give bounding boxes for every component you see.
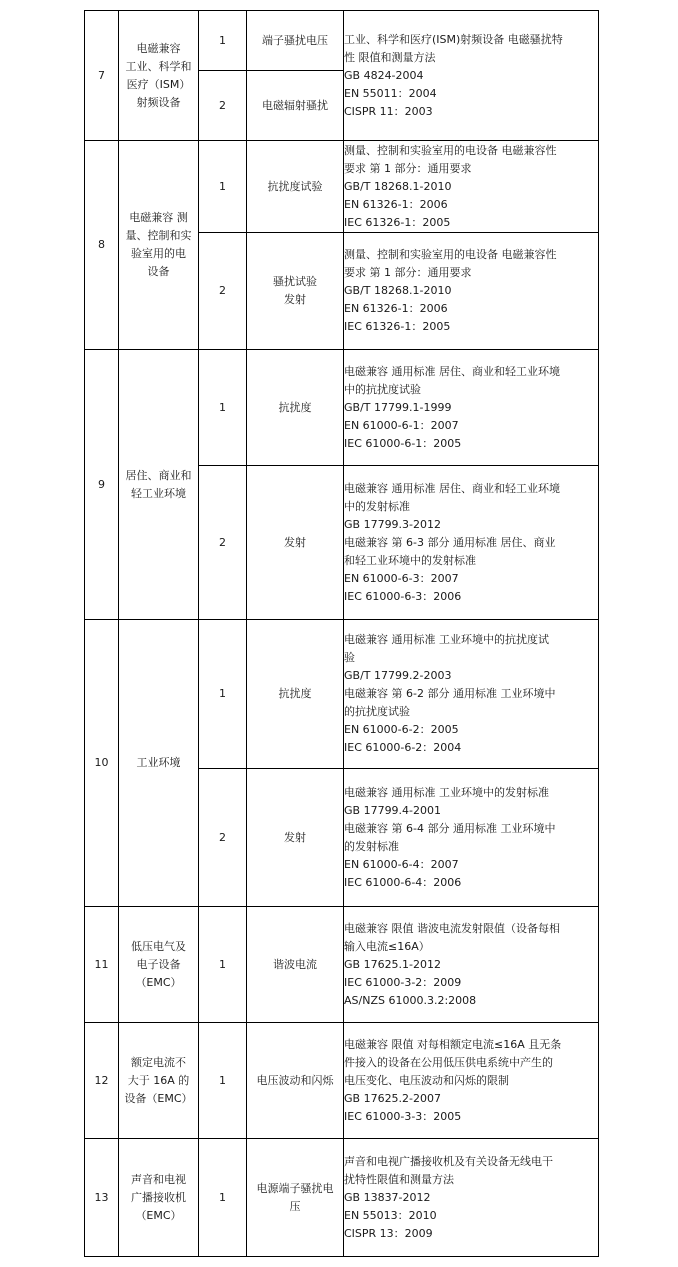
test-item: 抗扰度试验 xyxy=(247,141,344,233)
standard-text: 声音和电视广播接收机及有关设备无线电干 扰特性限值和测量方法 GB 13837-2012 EN 55013：2010 CISPR 13：2009 xyxy=(344,1139,599,1257)
product-category: 电磁兼容 测 量、控制和实 验室用的电 设备 xyxy=(119,141,199,350)
standard-text: 电磁兼容 限值 对每相额定电流≤16A 且无条 件接入的设备在公用低压供电系统中产生的 电压变化、电压波动和闪烁的限制 GB 17625.2-2007 IEC 61000-3-3：2005 xyxy=(344,1023,599,1139)
test-item: 抗扰度 xyxy=(247,350,344,466)
standard-text: 电磁兼容 限值 谐波电流发射限值（设备每相 输入电流≤16A） GB 17625.1-2012 IEC 61000-3-2：2009 AS/NZS 61000.3.2:2008 xyxy=(344,907,599,1023)
product-category: 居住、商业和 轻工业环境 xyxy=(119,350,199,620)
test-item: 抗扰度 xyxy=(247,620,344,769)
product-category: 工业环境 xyxy=(119,620,199,907)
standard-text: 测量、控制和实验室用的电设备 电磁兼容性 要求 第 1 部分：通用要求 GB/T 18268.1-2010 EN 61326-1：2006 IEC 61326-1：2005 xyxy=(344,141,599,233)
product-category: 电磁兼容 工业、科学和 医疗（ISM） 射频设备 xyxy=(119,11,199,141)
item-index: 2 xyxy=(199,71,247,141)
item-index: 1 xyxy=(199,1023,247,1139)
table-row xyxy=(85,350,599,466)
standard-text: 电磁兼容 通用标准 居住、商业和轻工业环境 中的发射标准 GB 17799.3-2012 电磁兼容 第 6-3 部分 通用标准 居住、商业 和轻工业环境中的发射标准 EN 61000-6-3：2007 IEC 61000-6-3：2006 xyxy=(344,466,599,620)
item-index: 2 xyxy=(199,466,247,620)
product-category: 低压电气及 电子设备 （EMC） xyxy=(119,907,199,1023)
item-index: 1 xyxy=(199,11,247,71)
standard-text: 测量、控制和实验室用的电设备 电磁兼容性 要求 第 1 部分：通用要求 GB/T 18268.1-2010 EN 61326-1：2006 IEC 61326-1：2005 xyxy=(344,233,599,350)
row-number: 7 xyxy=(85,11,119,141)
item-index: 1 xyxy=(199,350,247,466)
table-row xyxy=(85,907,599,1023)
standard-text: 电磁兼容 通用标准 工业环境中的抗扰度试 验 GB/T 17799.2-2003 电磁兼容 第 6-2 部分 通用标准 工业环境中 的抗扰度试验 EN 61000-6-2：2005 IEC 61000-6-2：2004 xyxy=(344,620,599,769)
table-row xyxy=(85,620,599,769)
item-index: 1 xyxy=(199,141,247,233)
table-row xyxy=(85,1023,599,1139)
table-row xyxy=(85,11,599,71)
standards-table xyxy=(84,10,599,1257)
test-item: 发射 xyxy=(247,466,344,620)
test-item: 电压波动和闪烁 xyxy=(247,1023,344,1139)
test-item: 骚扰试验 发射 xyxy=(247,233,344,350)
row-number: 13 xyxy=(85,1139,119,1257)
item-index: 1 xyxy=(199,907,247,1023)
row-number: 10 xyxy=(85,620,119,907)
item-index: 1 xyxy=(199,620,247,769)
test-item: 电源端子骚扰电 压 xyxy=(247,1139,344,1257)
item-index: 2 xyxy=(199,769,247,907)
row-number: 8 xyxy=(85,141,119,350)
standard-text: 工业、科学和医疗(ISM)射频设备 电磁骚扰特 性 限值和测量方法 GB 4824-2004 EN 55011：2004 CISPR 11：2003 xyxy=(344,11,599,141)
row-number: 11 xyxy=(85,907,119,1023)
test-item: 端子骚扰电压 xyxy=(247,11,344,71)
test-item: 谐波电流 xyxy=(247,907,344,1023)
test-item: 发射 xyxy=(247,769,344,907)
table-row xyxy=(85,1139,599,1257)
item-index: 1 xyxy=(199,1139,247,1257)
test-item: 电磁辐射骚扰 xyxy=(247,71,344,141)
table-row xyxy=(85,141,599,233)
row-number: 12 xyxy=(85,1023,119,1139)
standard-text: 电磁兼容 通用标准 工业环境中的发射标准 GB 17799.4-2001 电磁兼容 第 6-4 部分 通用标准 工业环境中 的发射标准 EN 61000-6-4：2007 IEC 61000-6-4：2006 xyxy=(344,769,599,907)
standard-text: 电磁兼容 通用标准 居住、商业和轻工业环境 中的抗扰度试验 GB/T 17799.1-1999 EN 61000-6-1：2007 IEC 61000-6-1：2005 xyxy=(344,350,599,466)
product-category: 额定电流不 大于 16A 的 设备（EMC） xyxy=(119,1023,199,1139)
item-index: 2 xyxy=(199,233,247,350)
row-number: 9 xyxy=(85,350,119,620)
product-category: 声音和电视 广播接收机 （EMC） xyxy=(119,1139,199,1257)
